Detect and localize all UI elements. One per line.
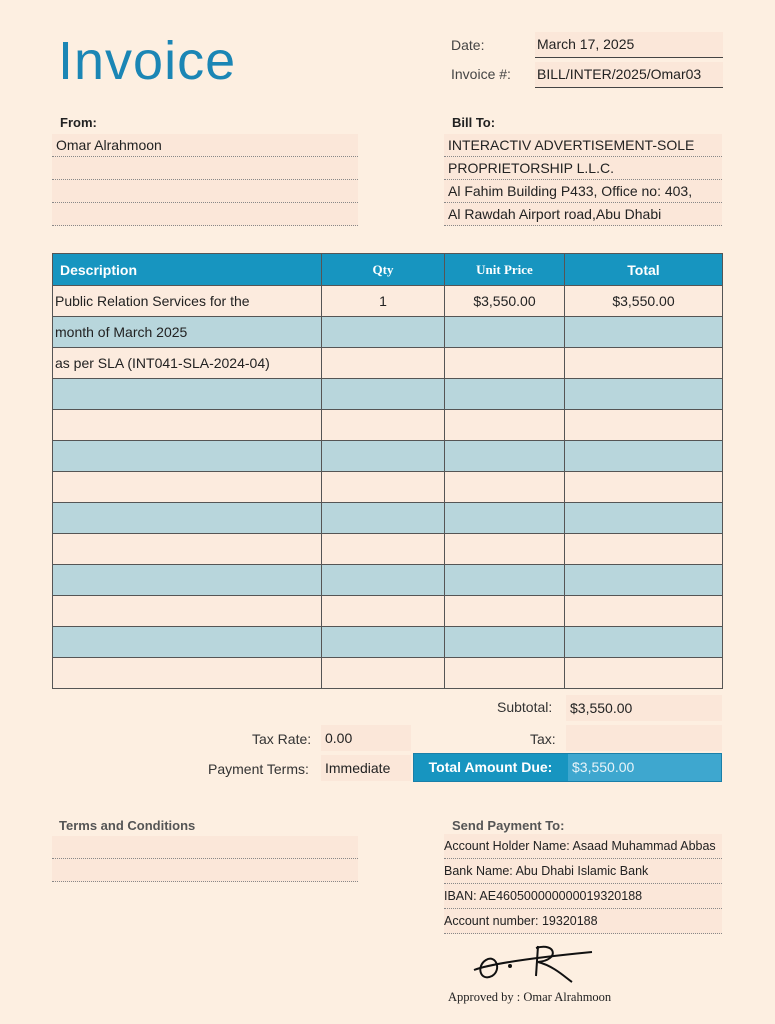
from-line[interactable] xyxy=(52,203,358,226)
total-due-value: $3,550.00 xyxy=(568,754,721,781)
table-cell[interactable] xyxy=(53,658,322,689)
table-cell[interactable] xyxy=(53,472,322,503)
table-cell[interactable] xyxy=(445,534,565,565)
from-label: From: xyxy=(60,115,97,130)
table-cell[interactable] xyxy=(53,503,322,534)
from-line[interactable] xyxy=(52,157,358,180)
table-cell[interactable] xyxy=(322,658,445,689)
table-cell[interactable] xyxy=(565,627,723,658)
table-row xyxy=(53,658,723,689)
table-cell[interactable] xyxy=(565,348,723,379)
table-cell[interactable] xyxy=(565,317,723,348)
table-cell[interactable] xyxy=(53,410,322,441)
table-row xyxy=(53,596,723,627)
column-header-unit-price: Unit Price xyxy=(445,254,565,286)
table-cell[interactable] xyxy=(322,348,445,379)
bill-to-line[interactable]: PROPRIETORSHIP L.L.C. xyxy=(444,157,722,180)
table-cell[interactable] xyxy=(53,565,322,596)
table-cell[interactable]: 1 xyxy=(322,286,445,317)
send-payment-label: Send Payment To: xyxy=(452,818,565,833)
table-cell[interactable] xyxy=(445,379,565,410)
table-cell[interactable] xyxy=(53,441,322,472)
table-cell[interactable]: $3,550.00 xyxy=(445,286,565,317)
table-cell[interactable] xyxy=(322,317,445,348)
column-header-total: Total xyxy=(565,254,723,286)
invoice-number-field[interactable]: BILL/INTER/2025/Omar03 xyxy=(535,62,723,88)
bill-to-line[interactable]: Al Rawdah Airport road,Abu Dhabi xyxy=(444,203,722,226)
table-cell[interactable] xyxy=(445,503,565,534)
table-cell[interactable] xyxy=(445,472,565,503)
table-header-row xyxy=(53,254,723,286)
table-cell[interactable] xyxy=(322,472,445,503)
table-cell[interactable] xyxy=(445,317,565,348)
payment-terms-label: Payment Terms: xyxy=(208,761,309,777)
table-cell[interactable] xyxy=(565,565,723,596)
table-row xyxy=(53,565,723,596)
table-cell[interactable] xyxy=(565,410,723,441)
table-cell[interactable] xyxy=(445,627,565,658)
invoice-title: Invoice xyxy=(58,31,237,91)
table-cell[interactable] xyxy=(53,379,322,410)
table-row xyxy=(53,348,723,379)
column-header-qty: Qty xyxy=(322,254,445,286)
table-cell[interactable] xyxy=(53,627,322,658)
table-cell[interactable]: $3,550.00 xyxy=(565,286,723,317)
table-cell[interactable] xyxy=(565,503,723,534)
table-cell[interactable] xyxy=(445,441,565,472)
signature-image xyxy=(470,938,600,988)
bill-to-line[interactable]: Al Fahim Building P433, Office no: 403, xyxy=(444,180,722,203)
table-cell[interactable] xyxy=(322,410,445,441)
table-row xyxy=(53,317,723,348)
table-row xyxy=(53,627,723,658)
table-cell[interactable] xyxy=(53,534,322,565)
table-cell[interactable] xyxy=(445,596,565,627)
bill-to-label: Bill To: xyxy=(452,115,496,130)
invoice-number-label: Invoice #: xyxy=(451,66,511,82)
table-cell[interactable] xyxy=(565,379,723,410)
from-line[interactable] xyxy=(52,180,358,203)
from-line[interactable]: Omar Alrahmoon xyxy=(52,134,358,157)
table-cell[interactable] xyxy=(445,565,565,596)
from-block xyxy=(52,134,358,226)
table-cell[interactable] xyxy=(445,658,565,689)
table-cell[interactable]: month of March 2025 xyxy=(53,317,322,348)
table-cell[interactable] xyxy=(322,441,445,472)
subtotal-value: $3,550.00 xyxy=(566,695,722,721)
payment-block xyxy=(444,834,722,934)
table-cell[interactable] xyxy=(565,472,723,503)
table-cell[interactable] xyxy=(565,441,723,472)
date-field[interactable]: March 17, 2025 xyxy=(535,32,723,58)
table-row xyxy=(53,379,723,410)
table-row xyxy=(53,534,723,565)
payment-line[interactable]: IBAN: AE460500000000019320188 xyxy=(444,884,722,909)
table-cell[interactable] xyxy=(322,534,445,565)
tax-label: Tax: xyxy=(530,731,556,747)
payment-line[interactable]: Account number: 19320188 xyxy=(444,909,722,934)
approved-by-text: Approved by : Omar Alrahmoon xyxy=(448,990,612,1004)
table-cell[interactable] xyxy=(322,627,445,658)
payment-line[interactable]: Account Holder Name: Asaad Muhammad Abbas xyxy=(444,834,722,859)
line-items-table xyxy=(52,253,723,689)
tax-rate-field[interactable]: 0.00 xyxy=(321,725,411,751)
table-cell[interactable] xyxy=(565,658,723,689)
terms-line[interactable] xyxy=(52,836,358,859)
table-cell[interactable] xyxy=(322,379,445,410)
terms-label: Terms and Conditions xyxy=(59,818,196,833)
table-row xyxy=(53,286,723,317)
tax-value xyxy=(566,725,722,751)
table-cell[interactable] xyxy=(445,348,565,379)
payment-terms-field[interactable]: Immediate xyxy=(321,755,411,781)
bill-to-line[interactable]: INTERACTIV ADVERTISEMENT-SOLE xyxy=(444,134,722,157)
payment-line[interactable]: Bank Name: Abu Dhabi Islamic Bank xyxy=(444,859,722,884)
total-due-box xyxy=(413,753,722,782)
table-cell[interactable] xyxy=(565,596,723,627)
table-cell[interactable] xyxy=(322,565,445,596)
table-cell[interactable] xyxy=(445,410,565,441)
table-cell[interactable] xyxy=(322,596,445,627)
table-row xyxy=(53,441,723,472)
table-row xyxy=(53,410,723,441)
terms-line[interactable] xyxy=(52,859,358,882)
table-cell[interactable]: as per SLA (INT041-SLA-2024-04) xyxy=(53,348,322,379)
subtotal-label: Subtotal: xyxy=(497,699,553,715)
table-row xyxy=(53,503,723,534)
table-cell[interactable]: Public Relation Services for the xyxy=(53,286,322,317)
table-cell[interactable] xyxy=(53,596,322,627)
tax-rate-label: Tax Rate: xyxy=(252,731,312,747)
total-due-label: Total Amount Due: xyxy=(428,759,553,775)
table-row xyxy=(53,472,723,503)
date-label: Date: xyxy=(451,37,485,53)
bill-to-block xyxy=(444,134,722,226)
table-cell[interactable] xyxy=(322,503,445,534)
table-cell[interactable] xyxy=(565,534,723,565)
column-header-description: Description xyxy=(53,254,322,286)
terms-block xyxy=(52,836,358,882)
